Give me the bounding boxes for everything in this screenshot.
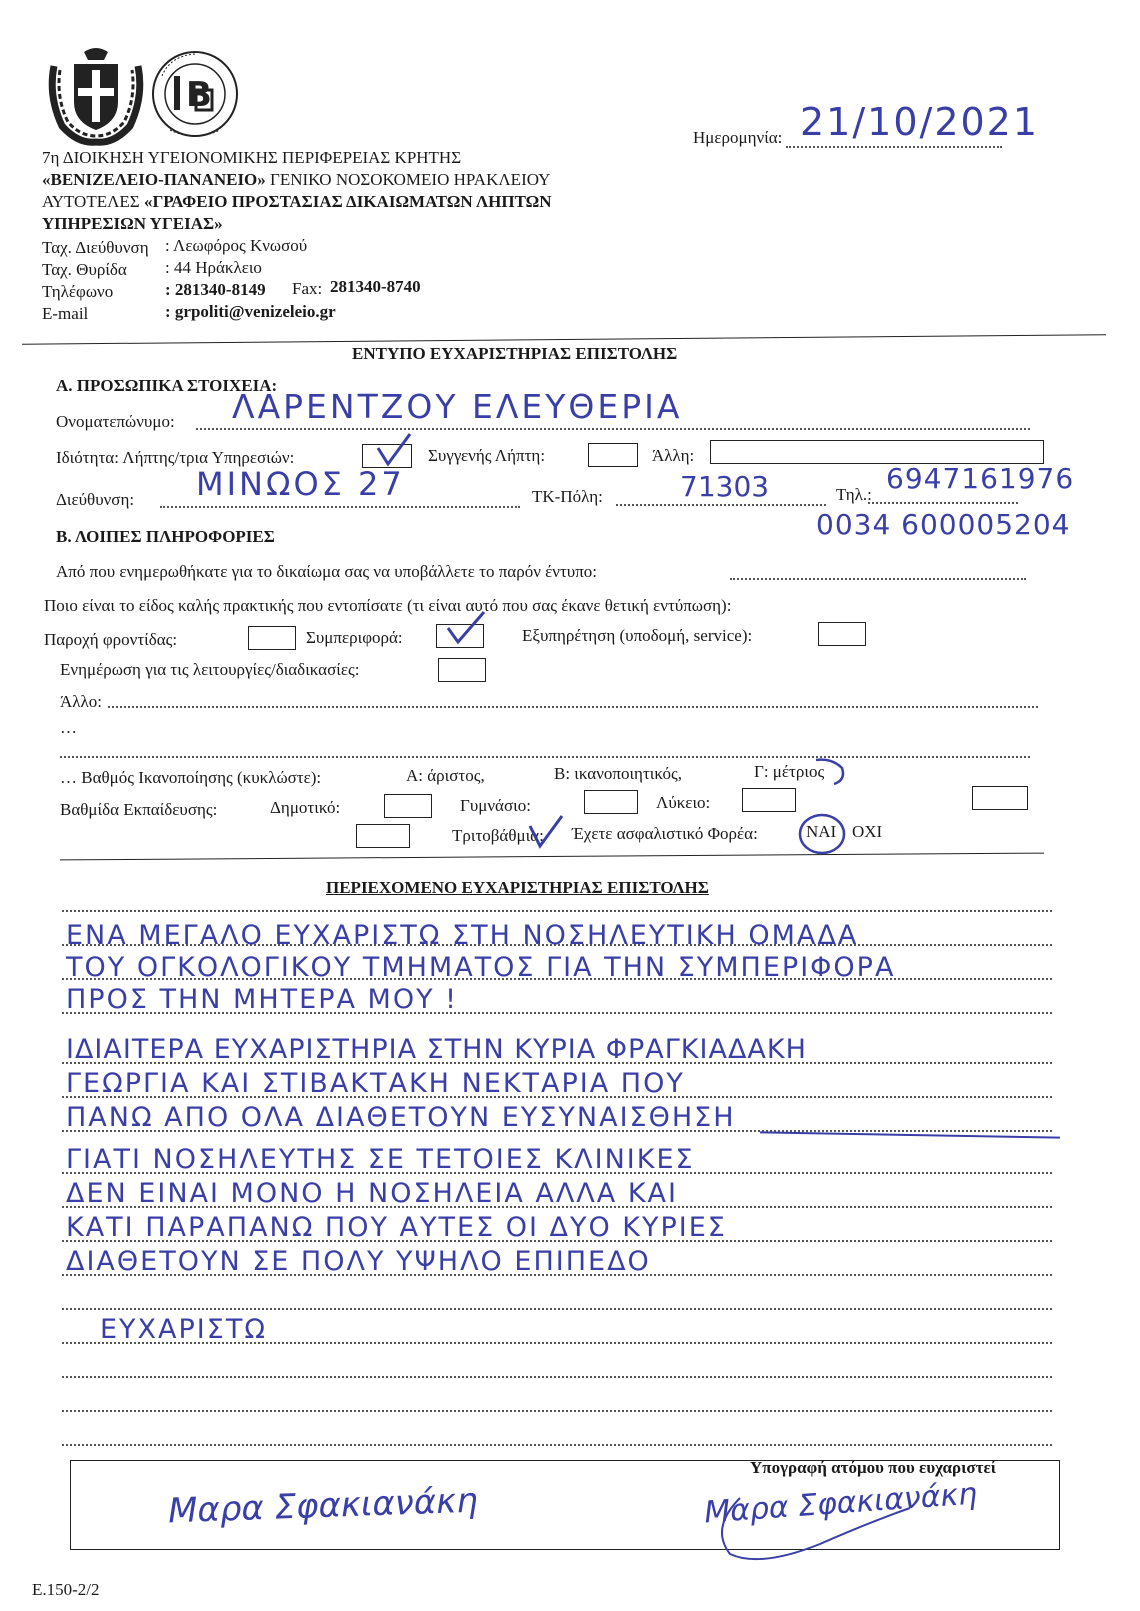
care-label: Παροχή φροντίδας: [44, 630, 178, 649]
edu-gymnasium-label: Γυμνάσιο: [460, 796, 531, 815]
section-b-title: Β. ΛΟΙΠΕΣ ΠΛΗΡΟΦΟΡΙΕΣ [56, 527, 275, 546]
service-label: Εξυπηρέτηση (υποδομή, service): [522, 626, 753, 645]
insurance-no: ΟΧΙ [852, 822, 883, 841]
relative-label: Συγγενής Λήπτη: [428, 446, 546, 465]
hospital-type: ΓΕΝΙΚΟ ΝΟΣΟΚΟΜΕΙΟ ΗΡΑΚΛΕΙΟΥ [270, 170, 551, 189]
allo-label: Άλλο: [60, 692, 102, 711]
check-mark-icon [444, 610, 488, 646]
org-line-2 [42, 170, 550, 190]
circle-mark-icon [812, 756, 848, 786]
fax-value: 281340-8740 [330, 277, 421, 296]
edu-tertiary-checkbox[interactable] [356, 824, 410, 848]
footer-code: Ε.150-2/2 [32, 1580, 100, 1599]
edu-lyceum-label: Λύκειο: [656, 793, 711, 812]
tel-value-2: 0034 600005204 [816, 508, 1071, 541]
extra-checkbox[interactable] [972, 786, 1028, 810]
name-label: Ονοματεπώνυμο: [56, 412, 175, 431]
section-a-title: Α. ΠΡΟΣΩΠΙΚΑ ΣΤΟΙΧΕΙΑ: [56, 376, 278, 395]
info-label: Ενημέρωση για τις λειτουργίες/διαδικασίες: [60, 660, 360, 679]
address-label: Ταχ. Διεύθυνση [42, 238, 149, 257]
letter-dots-14 [62, 1376, 1052, 1378]
edu-primary-label: Δημοτικό: [270, 798, 341, 817]
section-divider [60, 853, 1044, 861]
org-line-1: 7η ΔΙΟΙΚΗΣΗ ΥΓΕΙΟΝΟΜΙΚΗΣ ΠΕΡΙΦΕΡΕΙΑΣ ΚΡΗΤΗΣ [42, 148, 462, 167]
letter-dots-1 [62, 910, 1052, 912]
form-title: ΕΝΤΥΠΟ ΕΥΧΑΡΙΣΤΗΡΙΑΣ ΕΠΙΣΤΟΛΗΣ [352, 344, 678, 363]
address-form-label: Διεύθυνση: [56, 490, 135, 509]
letter-line-8: ΔΕΝ ΕΙΝΑΙ ΜΟΝΟ Η ΝΟΣΗΛΕΙΑ ΑΛΛΑ ΚΑΙ [66, 1178, 678, 1209]
relative-checkbox[interactable] [588, 443, 638, 467]
signature-flourish-icon [700, 1488, 940, 1568]
svg-text:B: B [186, 75, 212, 115]
allo-dots [108, 706, 1038, 708]
letter-line-10: ΔΙΑΘΕΤΟΥΝ ΣΕ ΠΟΛΥ ΥΨΗΛΟ ΕΠΙΠΕΔΟ [66, 1246, 651, 1277]
care-checkbox[interactable] [248, 626, 296, 650]
name-value: ΛΑΡΕΝΤΖΟΥ ΕΛΕΥΘΕΡΙΑ [232, 387, 683, 426]
office-prefix: ΑΥΤΟΤΕΛΕΣ [42, 192, 140, 211]
org-line-3 [42, 192, 552, 212]
circle-mark-icon [796, 812, 848, 856]
info-checkbox[interactable] [438, 658, 486, 682]
letter-underline [760, 1131, 1060, 1138]
tel-dots [868, 502, 1018, 504]
other-field[interactable] [710, 440, 1044, 464]
satisfaction-b: Β: ικανοποιητικός, [554, 764, 683, 783]
letter-line-3: ΠΡΟΣ ΤΗΝ ΜΗΤΕΡΑ ΜΟΥ ! [66, 984, 458, 1015]
postcode-label: Ταχ. Θυρίδα [42, 260, 127, 279]
greek-state-emblem-logo [44, 46, 148, 146]
check-mark-icon [526, 812, 566, 850]
letter-line-9: ΚΑΤΙ ΠΑΡΑΠΑΝΩ ΠΟΥ ΑΥΤΕΣ ΟΙ ΔΥΟ ΚΥΡΙΕΣ [66, 1212, 727, 1243]
letter-line-2: ΤΟΥ ΟΓΚΟΛΟΓΙΚΟΥ ΤΜΗΜΑΤΟΣ ΓΙΑ ΤΗΝ ΣΥΜΠΕΡΙΦΟΡΑ [66, 952, 896, 983]
address-value: : Λεωφόρος Κνωσού [165, 236, 308, 255]
date-dots [786, 146, 1002, 148]
satisfaction-a: Α: άριστος, [406, 766, 485, 785]
date-label: Ημερομηνία: [693, 128, 783, 147]
tel-label: Τηλ.: [836, 485, 872, 504]
letter-dots-12 [62, 1308, 1052, 1310]
date-value: 21/10/2021 [800, 100, 1040, 144]
hospital-name: «ΒΕΝΙΖΕΛΕΙΟ-ΠΑΝΑΝΕΙΟ» [42, 170, 266, 189]
letter-line-1: ΕΝΑ ΜΕΓΑΛΟ ΕΥΧΑΡΙΣΤΩ ΣΤΗ ΝΟΣΗΛΕΥΤΙΚΗ ΟΜΑΔΑ [66, 920, 859, 951]
edu-gymnasium-checkbox[interactable] [584, 790, 638, 814]
check-mark-icon [374, 432, 414, 468]
status-label: Ιδιότητα: Λήπτης/τρια Υπηρεσιών: [56, 448, 295, 467]
insurance-label: Έχετε ασφαλιστικό Φορέα: [572, 824, 758, 843]
letter-dots-16 [62, 1444, 1052, 1446]
informed-dots [730, 578, 1026, 580]
name-dots [196, 428, 1030, 430]
other-label: Άλλη: [652, 446, 695, 465]
service-checkbox[interactable] [818, 622, 866, 646]
signature-printed-name: Μαρα Σφακιανάκη [167, 1480, 479, 1532]
insurance-yes: ΝΑΙ [806, 822, 837, 841]
question-practice: Ποιο είναι το είδος καλής πρακτικής που εντοπίσατε (τι είναι αυτό που σας έκανε θετική εντύπωση): [44, 596, 732, 615]
letter-line-11: ΕΥΧΑΡΙΣΤΩ [100, 1314, 267, 1345]
phone-value: : 281340-8149 [165, 280, 266, 299]
tel-value: 6947161976 [886, 462, 1075, 495]
signature-label: Υπογραφή ατόμου που ευχαριστεί [750, 1458, 996, 1477]
tk-dots [616, 504, 826, 506]
tk-value: 71303 [680, 470, 770, 503]
signature-scribble: Μαρα Σφακιανάκη [703, 1476, 979, 1531]
content-title: ΠΕΡΙΕΧΟΜΕΝΟ ΕΥΧΑΡΙΣΤΗΡΙΑΣ ΕΠΙΣΤΟΛΗΣ [326, 878, 709, 897]
satisfaction-c: Γ: μέτριος [754, 762, 825, 781]
letter-line-7: ΓΙΑΤΙ ΝΟΣΗΛΕΥΤΗΣ ΣΕ ΤΕΤΟΙΕΣ ΚΛΙΝΙΚΕΣ [66, 1144, 695, 1175]
org-line-4: ΥΠΗΡΕΣΙΩΝ ΥΓΕΙΑΣ» [42, 214, 223, 233]
email-value: : grpoliti@venizeleio.gr [165, 302, 336, 321]
venizeleio-hospital-logo [150, 46, 240, 142]
postcode-value: : 44 Ηράκλειο [165, 258, 262, 277]
education-label: Βαθμίδα Εκπαίδευσης: [60, 800, 218, 819]
allo-dots-2 [60, 756, 1030, 758]
behaviour-label: Συμπεριφορά: [306, 628, 403, 647]
satisfaction-label: … Βαθμός Ικανοποίησης (κυκλώστε): [60, 768, 322, 787]
tk-label: ΤΚ-Πόλη: [532, 487, 603, 506]
letter-line-4: ΙΔΙΑΙΤΕΡΑ ΕΥΧΑΡΙΣΤΗΡΙΑ ΣΤΗΝ ΚΥΡΙΑ ΦΡΑΓΚΙΑΔΑΚΗ [66, 1034, 807, 1065]
edu-lyceum-checkbox[interactable] [742, 788, 796, 812]
office-name: «ΓΡΑΦΕΙΟ ΠΡΟΣΤΑΣΙΑΣ ΔΙΚΑΙΩΜΑΤΩΝ ΛΗΠΤΩΝ [143, 192, 552, 211]
ellipsis-1: … [60, 718, 77, 737]
edu-tertiary-label: Τριτοβάθμια: [452, 826, 544, 845]
email-label: E-mail [42, 304, 89, 323]
letter-dots-15 [62, 1410, 1052, 1412]
phone-label: Τηλέφωνο [42, 282, 114, 301]
edu-primary-checkbox[interactable] [384, 794, 432, 818]
letter-line-6: ΠΑΝΩ ΑΠΟ ΟΛΑ ΔΙΑΘΕΤΟΥΝ ΕΥΣΥΝΑΙΣΘΗΣΗ [66, 1102, 736, 1133]
letter-line-5: ΓΕΩΡΓΙΑ ΚΑΙ ΣΤΙΒΑΚΤΑΚΗ ΝΕΚΤΑΡΙΑ ΠΟΥ [66, 1068, 685, 1099]
address-dots [160, 506, 520, 508]
address-form-value: ΜΙΝΩΟΣ 27 [196, 465, 405, 503]
fax-label: Fax: [292, 279, 323, 298]
question-informed: Από που ενημερωθήκατε για το δικαίωμα σας να υποβάλλετε το παρόν έντυπο: [56, 562, 598, 581]
